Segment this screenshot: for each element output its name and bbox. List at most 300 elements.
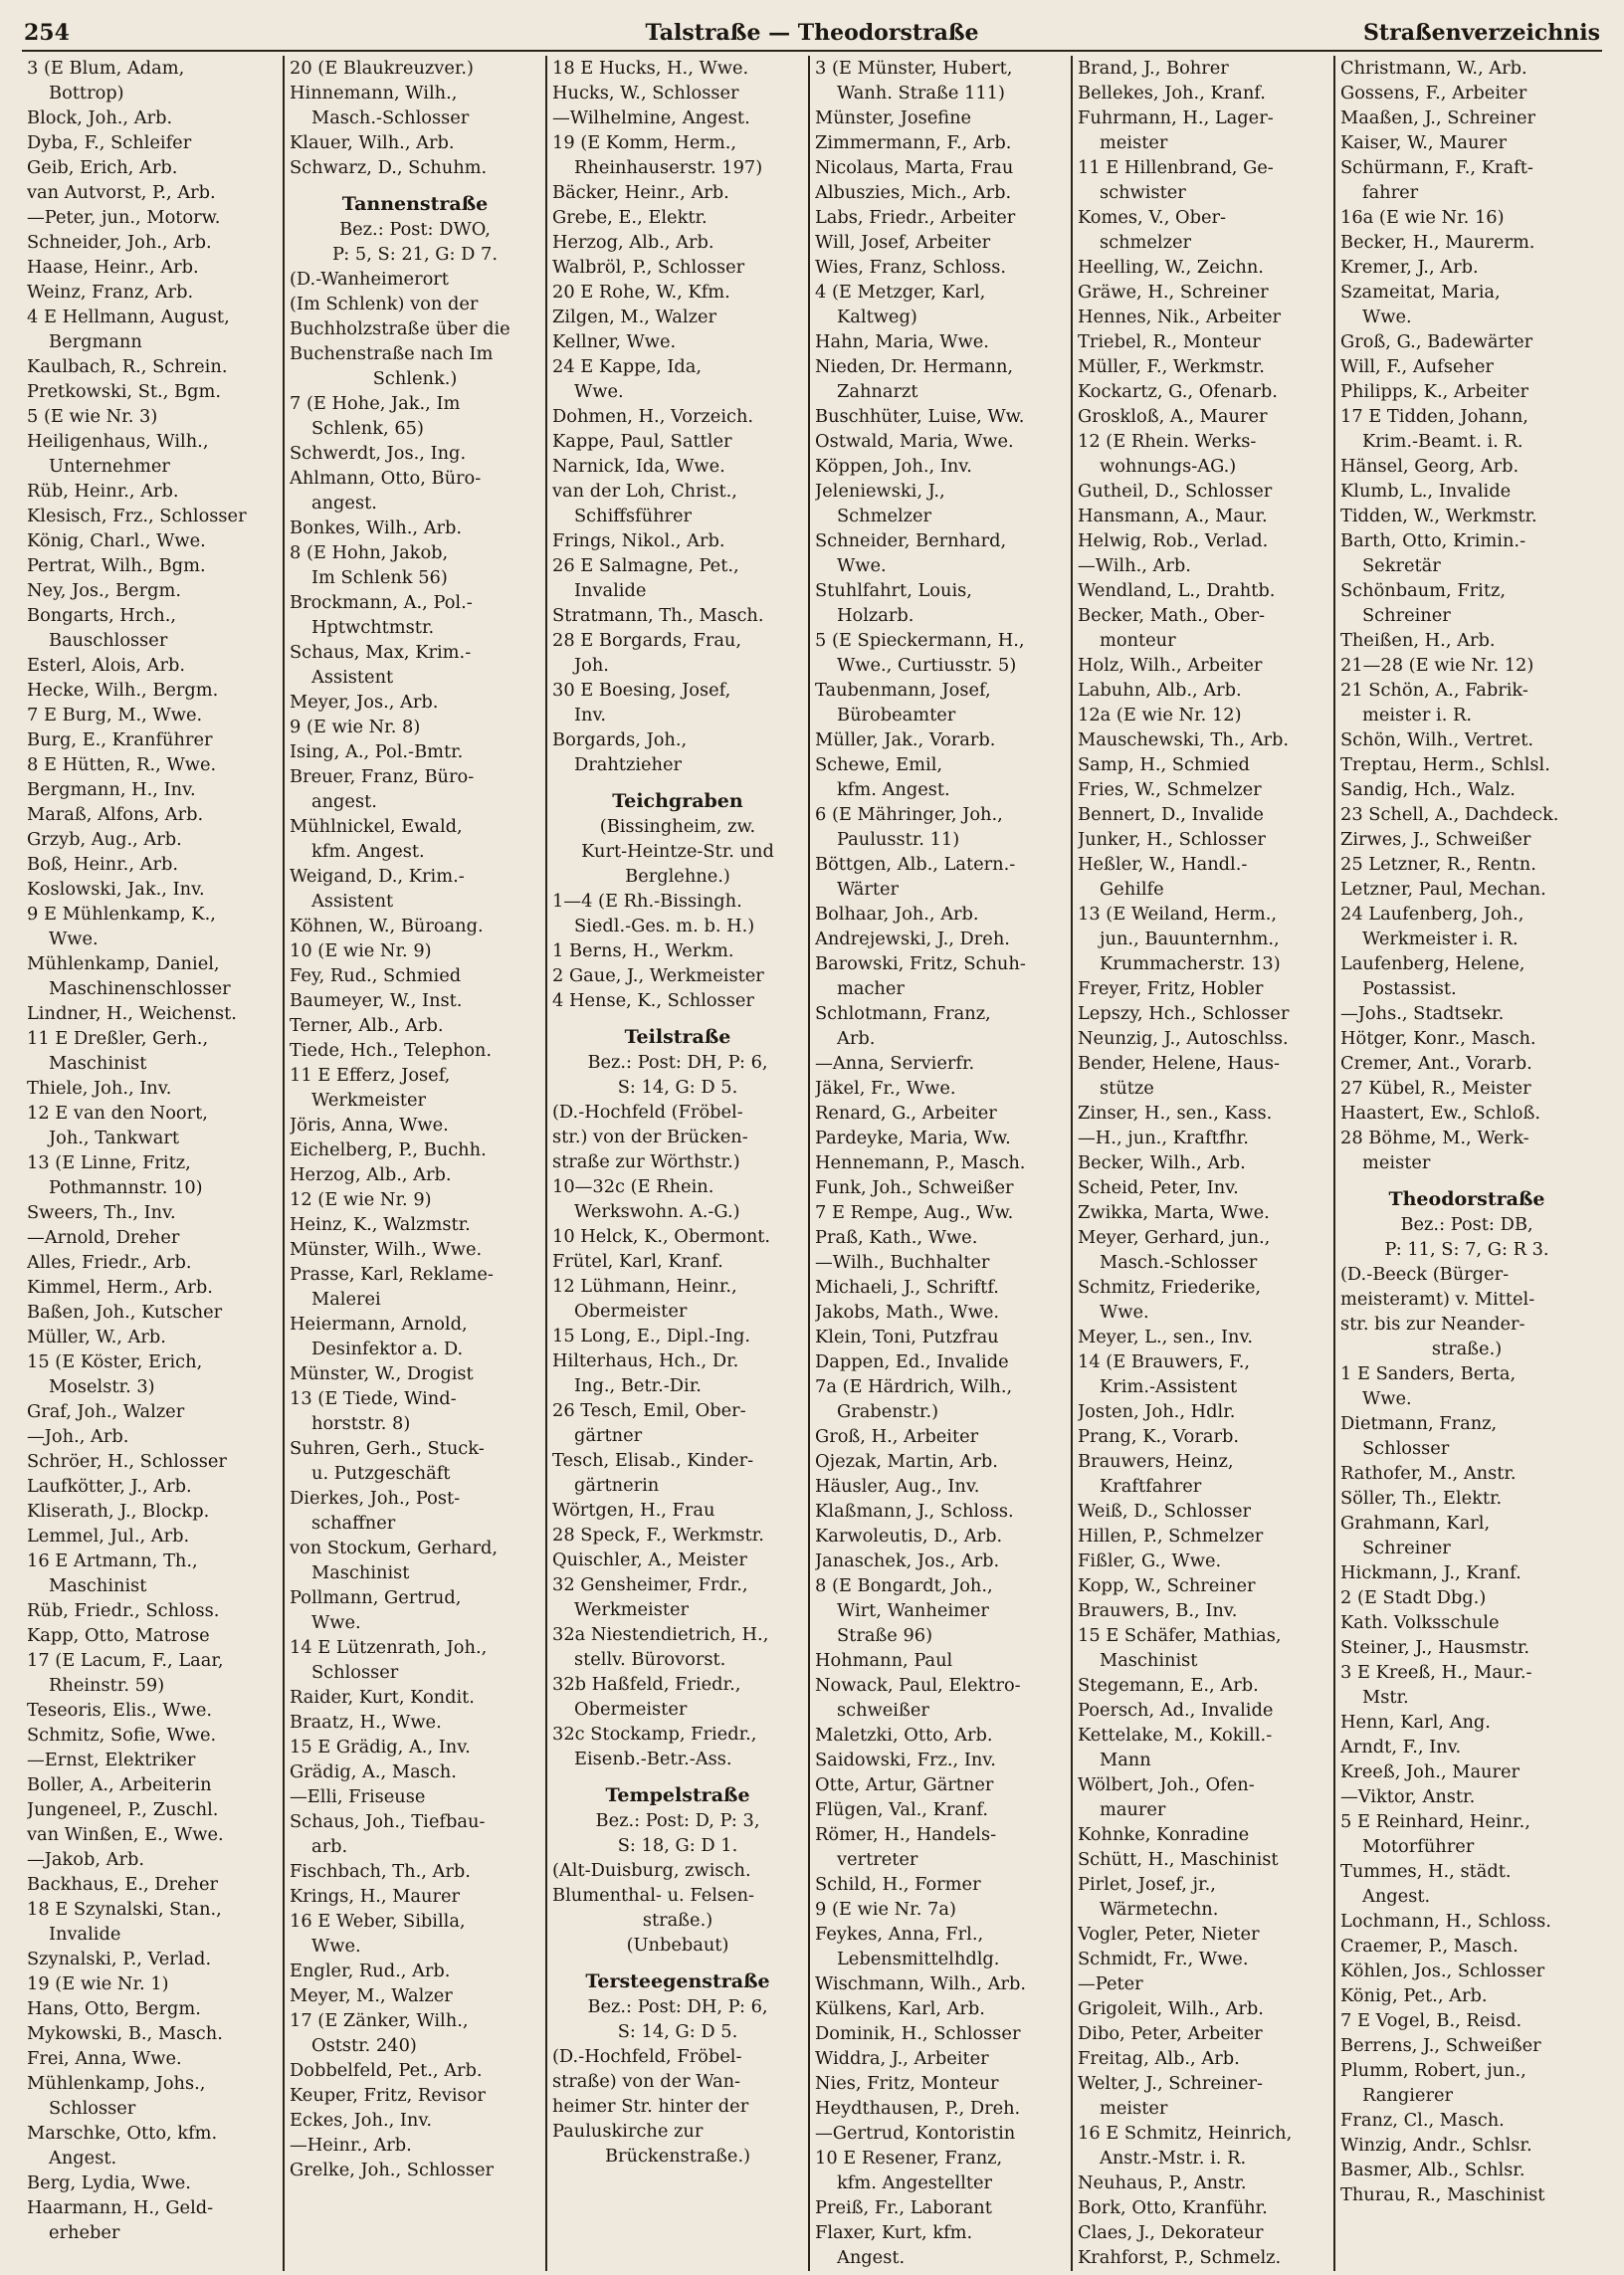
directory-line: 15 E Schäfer, Mathias, bbox=[1078, 1625, 1282, 1646]
directory-line: 1 Berns, H., Werkm. bbox=[552, 940, 734, 961]
directory-line: Renard, G., Arbeiter bbox=[815, 1103, 997, 1124]
directory-line: Herzog, Alb., Arb. bbox=[552, 232, 714, 253]
street-heading: Tersteegenstraße bbox=[585, 1970, 770, 1992]
directory-line: 12 (E wie Nr. 9) bbox=[290, 1189, 432, 1210]
page-header bbox=[22, 14, 1602, 52]
directory-line: Tesch, Elisab., Kinder- bbox=[552, 1450, 754, 1471]
directory-line: Kaltweg) bbox=[837, 307, 917, 327]
directory-line: Saidowski, Frz., Inv. bbox=[815, 1750, 996, 1770]
directory-line: Maschinist bbox=[49, 1575, 147, 1596]
directory-line: stellv. Bürovorst. bbox=[574, 1649, 726, 1670]
directory-line: Münster, Wilh., Wwe. bbox=[290, 1239, 483, 1260]
directory-line: Eichelberg, P., Buchh. bbox=[290, 1139, 487, 1160]
directory-line: S: 18, G: D 1. bbox=[617, 1835, 738, 1856]
directory-line: str. bis zur Neander- bbox=[1340, 1314, 1525, 1335]
directory-line: Kapp, Otto, Matrose bbox=[27, 1625, 210, 1646]
directory-line: 11 E Efferz, Josef, bbox=[290, 1065, 451, 1086]
directory-line: Schlosser bbox=[311, 1662, 399, 1683]
directory-line: Triebel, R., Monteur bbox=[1078, 331, 1261, 352]
directory-line: Bez.: Post: DB, bbox=[1400, 1214, 1533, 1235]
directory-line: Moselstr. 3) bbox=[49, 1376, 155, 1397]
directory-line: Ostwald, Maria, Wwe. bbox=[815, 431, 1014, 452]
directory-line: Stegemann, E., Arb. bbox=[1078, 1675, 1259, 1696]
directory-line: Hennemann, P., Masch. bbox=[815, 1152, 1026, 1173]
directory-line: Obermeister bbox=[574, 1699, 688, 1720]
directory-line: Bonkes, Wilh., Arb. bbox=[290, 517, 463, 538]
directory-line: straße zur Wörthstr.) bbox=[552, 1151, 740, 1172]
directory-line: (Im Schlenk) von der bbox=[290, 294, 479, 314]
directory-line: 21 Schön, A., Fabrik- bbox=[1340, 680, 1528, 701]
directory-line: Rüb, Heinr., Arb. bbox=[27, 481, 179, 502]
directory-line: Dyba, F., Schleifer bbox=[27, 132, 192, 153]
directory-line: Unternehmer bbox=[49, 456, 170, 477]
directory-line: 28 E Borgards, Frau, bbox=[552, 630, 742, 651]
directory-line: Baßen, Joh., Kutscher bbox=[27, 1302, 223, 1323]
directory-line: meister bbox=[1362, 1152, 1431, 1173]
column-5 bbox=[1073, 56, 1335, 2271]
directory-line: Kremer, J., Arb. bbox=[1340, 257, 1479, 278]
directory-line: Frütel, Karl, Kranf. bbox=[552, 1251, 723, 1272]
directory-line: vertreter bbox=[837, 1849, 918, 1870]
directory-line: str.) von der Brücken- bbox=[552, 1127, 748, 1147]
directory-line: Römer, H., Handels- bbox=[815, 1824, 997, 1845]
directory-line: Buchenstraße nach Im bbox=[290, 343, 494, 364]
directory-line: Heinz, K., Walzmstr. bbox=[290, 1214, 471, 1235]
directory-line: Motorführer bbox=[1362, 1836, 1475, 1857]
directory-line: Nieden, Dr. Hermann, bbox=[815, 356, 1014, 377]
directory-line: 3 (E Münster, Hubert, bbox=[815, 58, 1013, 79]
directory-line: —Heinr., Arb. bbox=[290, 2135, 412, 2156]
directory-line: König, Pet., Arb. bbox=[1340, 1985, 1488, 2006]
directory-line: Nies, Fritz, Monteur bbox=[815, 2073, 999, 2094]
directory-line: Heiligenhaus, Wilh., bbox=[27, 431, 209, 452]
directory-line: Baumeyer, W., Inst. bbox=[290, 990, 463, 1011]
directory-line: schaffner bbox=[311, 1513, 396, 1534]
directory-line: schwister bbox=[1100, 182, 1186, 203]
directory-line: Neuhaus, P., Anstr. bbox=[1078, 2172, 1247, 2193]
directory-line: Becker, Wilh., Arb. bbox=[1078, 1152, 1246, 1173]
directory-line: Werkmeister bbox=[311, 1090, 426, 1111]
directory-line: erheber bbox=[49, 2222, 120, 2243]
directory-line: 25 Letzner, R., Rentn. bbox=[1340, 854, 1536, 875]
directory-line: —Joh., Arb. bbox=[27, 1426, 129, 1447]
directory-line: Barowski, Fritz, Schuh- bbox=[815, 953, 1026, 974]
directory-line: Helwig, Rob., Verlad. bbox=[1078, 530, 1269, 551]
directory-line: 13 (E Linne, Fritz, bbox=[27, 1152, 191, 1173]
directory-line: Henn, Karl, Ang. bbox=[1340, 1712, 1491, 1733]
directory-line: Michaeli, J., Schriftf. bbox=[815, 1277, 999, 1298]
directory-line: Berg, Lydia, Wwe. bbox=[27, 2172, 191, 2193]
directory-line: 7 E Vogel, B., Reisd. bbox=[1340, 2010, 1522, 2031]
directory-line: Stratmann, Th., Masch. bbox=[552, 605, 764, 626]
directory-line: Ojezak, Martin, Arb. bbox=[815, 1451, 998, 1472]
directory-line: 27 Kübel, R., Meister bbox=[1340, 1078, 1531, 1099]
column-1 bbox=[22, 56, 285, 2271]
directory-line: —H., jun., Kraftfhr. bbox=[1078, 1128, 1249, 1148]
directory-line: Becker, H., Maurerm. bbox=[1340, 232, 1535, 253]
directory-line: Dobbelfeld, Pet., Arb. bbox=[290, 2060, 483, 2081]
directory-line: Groß, G., Badewärter bbox=[1340, 331, 1533, 352]
directory-line: —Peter, jun., Motorw. bbox=[27, 207, 221, 228]
directory-line: —Wilhelmine, Angest. bbox=[552, 107, 750, 128]
directory-line: Jakobs, Math., Wwe. bbox=[815, 1302, 1000, 1323]
directory-line: 4 (E Metzger, Karl, bbox=[815, 282, 986, 303]
directory-line: Schreiner bbox=[1362, 1538, 1451, 1558]
directory-line: P: 5, S: 21, G: D 7. bbox=[331, 244, 499, 265]
directory-line: 19 (E Komm, Herm., bbox=[552, 132, 737, 153]
directory-line: —Elli, Friseuse bbox=[290, 1786, 426, 1807]
street-heading: Tannenstraße bbox=[341, 193, 489, 215]
directory-line: Kath. Volksschule bbox=[1340, 1612, 1500, 1633]
directory-line: P: 11, S: 7, G: R 3. bbox=[1384, 1239, 1549, 1260]
directory-line: Wwe. bbox=[1362, 1388, 1412, 1409]
directory-line: Assistent bbox=[311, 667, 394, 688]
directory-line: Nowack, Paul, Elektro- bbox=[815, 1675, 1021, 1696]
directory-line: Graf, Joh., Walzer bbox=[27, 1401, 185, 1422]
directory-line: Ising, A., Pol.-Bmtr. bbox=[290, 741, 464, 762]
directory-line: Komes, V., Ober- bbox=[1078, 207, 1227, 228]
directory-line: Ahlmann, Otto, Büro- bbox=[290, 468, 482, 489]
directory-line: Weigand, D., Krim.- bbox=[290, 866, 465, 887]
directory-line: (Bissingheim, zw. bbox=[599, 816, 756, 837]
directory-line: Kopp, W., Schreiner bbox=[1078, 1575, 1256, 1596]
directory-line: straße) von der Wan- bbox=[552, 2071, 741, 2092]
directory-line: Hucks, W., Schlosser bbox=[552, 83, 739, 103]
directory-line: Schönbaum, Fritz, bbox=[1340, 580, 1507, 601]
directory-line: Angest. bbox=[49, 2148, 117, 2169]
directory-line: Holz, Wilh., Arbeiter bbox=[1078, 655, 1263, 676]
directory-line: Schreiner bbox=[1362, 605, 1451, 626]
directory-line: 10 E Resener, Franz, bbox=[815, 2148, 1003, 2169]
street-heading: Theodorstraße bbox=[1388, 1188, 1545, 1210]
directory-line: Münster, Josefine bbox=[815, 107, 972, 128]
directory-line: Zahnarzt bbox=[837, 381, 918, 402]
directory-line: Schild, H., Former bbox=[815, 1874, 981, 1895]
directory-line: Lindner, H., Weichenst. bbox=[27, 1003, 237, 1024]
directory-line: 5 E Reinhard, Heinr., bbox=[1340, 1811, 1530, 1832]
directory-line: Schaus, Max, Krim.- bbox=[290, 642, 472, 663]
directory-line: 28 Böhme, M., Werk- bbox=[1340, 1128, 1529, 1148]
directory-line: Schlenk, 65) bbox=[311, 418, 424, 439]
directory-line: Angest. bbox=[1362, 1886, 1431, 1907]
directory-line: Wirt, Wanheimer bbox=[837, 1600, 989, 1621]
directory-line: Weinz, Franz, Arb. bbox=[27, 282, 194, 303]
directory-line: Zimmermann, F., Arb. bbox=[815, 132, 1012, 153]
directory-line: Bez.: Post: DH, P: 6, bbox=[587, 1052, 768, 1073]
directory-line: Thurau, R., Maschinist bbox=[1340, 2184, 1545, 2205]
directory-line: Hötger, Konr., Masch. bbox=[1340, 1028, 1536, 1049]
directory-line: Letzner, Paul, Mechan. bbox=[1340, 879, 1546, 900]
directory-line: 17 (E Zänker, Wilh., bbox=[290, 2010, 469, 2031]
directory-line: Bez.: Post: DH, P: 6, bbox=[587, 1996, 768, 2017]
directory-line: Maaßen, J., Schreiner bbox=[1340, 107, 1536, 128]
directory-line: Joh. bbox=[574, 655, 609, 676]
directory-line: angest. bbox=[311, 791, 377, 812]
directory-line: Zwikka, Marta, Wwe. bbox=[1078, 1202, 1270, 1223]
directory-line: (Unbebaut) bbox=[626, 1935, 729, 1956]
directory-line: Wwe., Curtiusstr. 5) bbox=[837, 655, 1017, 676]
directory-line: Treptau, Herm., Schlsl. bbox=[1340, 754, 1550, 775]
directory-line: 14 (E Brauwers, F., bbox=[1078, 1351, 1251, 1372]
directory-line: Tidden, W., Werkmstr. bbox=[1340, 506, 1537, 526]
directory-line: Haase, Heinr., Arb. bbox=[27, 257, 199, 278]
directory-line: Mauschewski, Th., Arb. bbox=[1078, 729, 1290, 750]
directory-line: 20 E Rohe, W., Kfm. bbox=[552, 282, 730, 303]
directory-line: Wärmetechn. bbox=[1100, 1899, 1219, 1920]
directory-line: Lebensmittelhdlg. bbox=[837, 1949, 1000, 1969]
directory-line: 7 E Burg, M., Wwe. bbox=[27, 705, 203, 725]
directory-line: Heelling, W., Zeichn. bbox=[1078, 257, 1264, 278]
directory-line: Prasse, Karl, Reklame- bbox=[290, 1264, 494, 1285]
directory-line: Münster, W., Drogist bbox=[290, 1363, 474, 1384]
directory-line: wohnungs-AG.) bbox=[1100, 456, 1237, 477]
directory-line: Hansmann, A., Maur. bbox=[1078, 506, 1268, 526]
directory-line: Freitag, Alb., Arb. bbox=[1078, 2048, 1240, 2069]
directory-line: 32c Stockamp, Friedr., bbox=[552, 1724, 757, 1745]
directory-line: Schwarz, D., Schuhm. bbox=[290, 157, 488, 178]
directory-line: Häusler, Aug., Inv. bbox=[815, 1476, 980, 1497]
directory-line: Maschinist bbox=[311, 1562, 410, 1583]
directory-line: 12 (E Rhein. Werks- bbox=[1078, 431, 1257, 452]
directory-line: 30 E Boesing, Josef, bbox=[552, 680, 731, 701]
directory-line: Zilgen, M., Walzer bbox=[552, 307, 716, 327]
directory-line: Werkmeister bbox=[574, 1599, 689, 1620]
directory-line: Rheinhauserstr. 197) bbox=[574, 157, 763, 178]
directory-line: 18 E Szynalski, Stan., bbox=[27, 1899, 222, 1920]
directory-line: Tiede, Hch., Telephon. bbox=[290, 1040, 493, 1061]
directory-line: Ney, Jos., Bergm. bbox=[27, 580, 181, 601]
directory-line: Stuhlfahrt, Louis, bbox=[815, 580, 972, 601]
directory-line: Maschinist bbox=[1100, 1650, 1198, 1671]
directory-line: Mann bbox=[1100, 1750, 1151, 1770]
directory-line: (D.-Hochfeld, Fröbel- bbox=[552, 2046, 742, 2067]
directory-line: Sandig, Hch., Walz. bbox=[1340, 779, 1516, 800]
directory-line: 5 (E wie Nr. 3) bbox=[27, 406, 158, 427]
directory-line: Grebe, E., Elektr. bbox=[552, 207, 708, 228]
directory-line: Berrens, J., Schweißer bbox=[1340, 2035, 1541, 2056]
directory-line: Kappe, Paul, Sattler bbox=[552, 431, 732, 452]
directory-line: Kurt-Heintze-Str. und bbox=[581, 841, 774, 862]
directory-line: 32 Gensheimer, Frdr., bbox=[552, 1574, 748, 1595]
directory-line: Köppen, Joh., Inv. bbox=[815, 456, 972, 477]
directory-line: Brockmann, A., Pol.- bbox=[290, 592, 473, 613]
directory-line: Bäcker, Heinr., Arb. bbox=[552, 182, 729, 203]
directory-line: Schiffsführer bbox=[574, 506, 693, 526]
directory-line: Desinfektor a. D. bbox=[311, 1339, 464, 1359]
directory-line: Freyer, Fritz, Hobler bbox=[1078, 978, 1264, 999]
directory-line: Hillen, P., Schmelzer bbox=[1078, 1526, 1264, 1547]
directory-line: Haastert, Ew., Schloß. bbox=[1340, 1103, 1541, 1124]
directory-line: Teseoris, Elis., Wwe. bbox=[27, 1700, 213, 1721]
directory-line: Barth, Otto, Krimin.- bbox=[1340, 530, 1526, 551]
directory-line: meisteramt) v. Mittel- bbox=[1340, 1289, 1535, 1310]
directory-line: S: 14, G: D 5. bbox=[617, 1077, 738, 1098]
directory-line: 14 E Lützenrath, Joh., bbox=[290, 1637, 488, 1658]
directory-line: Jäkel, Fr., Wwe. bbox=[815, 1078, 956, 1099]
directory-line: —Anna, Servierfr. bbox=[815, 1053, 975, 1074]
directory-line: 16 E Weber, Sibilla, bbox=[290, 1911, 466, 1932]
directory-line: Bender, Helene, Haus- bbox=[1078, 1053, 1281, 1074]
directory-line: Schürmann, F., Kraft- bbox=[1340, 157, 1533, 178]
directory-line: Andrejewski, J., Dreh. bbox=[815, 929, 1010, 949]
directory-line: Schröer, H., Schlosser bbox=[27, 1451, 227, 1472]
directory-line: maurer bbox=[1100, 1799, 1166, 1820]
directory-line: Craemer, P., Masch. bbox=[1340, 1936, 1519, 1957]
columns-container bbox=[22, 52, 1602, 2271]
directory-line: arb. bbox=[311, 1836, 348, 1857]
directory-line: Walbröl, P., Schlosser bbox=[552, 257, 745, 278]
directory-line: Müller, W., Arb. bbox=[27, 1327, 166, 1347]
directory-line: Bongarts, Hrch., bbox=[27, 605, 177, 626]
directory-line: Holzarb. bbox=[837, 605, 914, 626]
directory-line: 8 (E Bongardt, Joh., bbox=[815, 1575, 993, 1596]
street-heading: Teilstraße bbox=[624, 1026, 731, 1048]
directory-line: Söller, Th., Elektr. bbox=[1340, 1488, 1503, 1509]
directory-line: 8 E Hütten, R., Wwe. bbox=[27, 754, 217, 775]
directory-line: Gehilfe bbox=[1100, 879, 1164, 900]
column-3 bbox=[547, 56, 810, 2271]
directory-line: Siedl.-Ges. m. b. H.) bbox=[574, 916, 755, 936]
directory-line: Dohmen, H., Vorzeich. bbox=[552, 406, 754, 427]
directory-line: S: 14, G: D 5. bbox=[617, 2021, 738, 2042]
directory-line: Grädig, A., Masch. bbox=[290, 1761, 457, 1782]
directory-line: 17 E Tidden, Johann, bbox=[1340, 406, 1528, 427]
directory-line: 7 E Rempe, Aug., Ww. bbox=[815, 1202, 1014, 1223]
directory-line: Pretkowski, St., Bgm. bbox=[27, 381, 221, 402]
directory-line: Widdra, J., Arbeiter bbox=[815, 2048, 989, 2069]
directory-line: Hickmann, J., Kranf. bbox=[1340, 1562, 1522, 1583]
directory-line: Winzig, Andr., Schlsr. bbox=[1340, 2135, 1532, 2156]
directory-line: Arndt, F., Inv. bbox=[1340, 1737, 1462, 1758]
directory-line: Köhlen, Jos., Schlosser bbox=[1340, 1961, 1545, 1981]
directory-line: Brand, J., Bohrer bbox=[1078, 58, 1229, 79]
directory-line: 15 E Grädig, A., Inv. bbox=[290, 1737, 471, 1758]
directory-line: 19 (E wie Nr. 1) bbox=[27, 1973, 169, 1994]
directory-line: Kellner, Wwe. bbox=[552, 331, 677, 352]
directory-line: Plumm, Robert, jun., bbox=[1340, 2060, 1526, 2081]
directory-line: 12 Lühmann, Heinr., bbox=[552, 1276, 737, 1297]
directory-line: Pardeyke, Maria, Ww. bbox=[815, 1128, 1011, 1148]
directory-line: Blumenthal- u. Felsen- bbox=[552, 1885, 755, 1906]
directory-line: Bennert, D., Invalide bbox=[1078, 804, 1264, 825]
directory-line: Külkens, Karl, Arb. bbox=[815, 1998, 985, 2019]
directory-line: meister bbox=[1100, 2098, 1168, 2119]
directory-line: Hinnemann, Wilh., bbox=[290, 83, 458, 103]
directory-line: 15 (E Köster, Erich, bbox=[27, 1351, 203, 1372]
directory-line: Wendland, L., Drahtb. bbox=[1078, 580, 1276, 601]
directory-line: Obermeister bbox=[574, 1301, 688, 1322]
directory-line: Haarmann, H., Geld- bbox=[27, 2197, 214, 2218]
directory-line: Malerei bbox=[311, 1289, 381, 1310]
directory-line: Bork, Otto, Kranführ. bbox=[1078, 2197, 1268, 2218]
directory-line: jun., Bauunternhm., bbox=[1100, 929, 1280, 949]
directory-line: Kettelake, M., Kokill.- bbox=[1078, 1725, 1273, 1746]
directory-line: meister i. R. bbox=[1362, 705, 1473, 725]
directory-line: Engler, Rud., Arb. bbox=[290, 1961, 451, 1981]
directory-line: 4 E Hellmann, August, bbox=[27, 307, 230, 327]
directory-line: Cremer, Ant., Vorarb. bbox=[1340, 1053, 1532, 1074]
directory-line: 12a (E wie Nr. 12) bbox=[1078, 705, 1242, 725]
directory-line: Rheinstr. 59) bbox=[49, 1675, 165, 1696]
directory-line: Kimmel, Herm., Arb. bbox=[27, 1277, 213, 1298]
directory-line: Masch.-Schlosser bbox=[1100, 1252, 1258, 1273]
directory-line: straße.) bbox=[1431, 1339, 1503, 1359]
directory-line: Heydthausen, P., Dreh. bbox=[815, 2098, 1021, 2119]
directory-line: Schön, Wilh., Vertret. bbox=[1340, 729, 1533, 750]
directory-line: Grahmann, Karl, bbox=[1340, 1513, 1491, 1534]
directory-line: Funk, Joh., Schweißer bbox=[815, 1177, 1014, 1198]
directory-line: (D.-Hochfeld (Fröbel- bbox=[552, 1102, 743, 1123]
directory-line: Suhren, Gerh., Stuck- bbox=[290, 1438, 485, 1459]
directory-line: Hohmann, Paul bbox=[815, 1650, 953, 1671]
directory-line: Junker, H., Schlosser bbox=[1078, 829, 1266, 850]
directory-line: 9 E Mühlenkamp, K., bbox=[27, 904, 216, 925]
directory-line: Grelke, Joh., Schlosser bbox=[290, 2160, 495, 2180]
directory-line: kfm. Angest. bbox=[837, 779, 950, 800]
directory-line: Thiele, Joh., Inv. bbox=[27, 1078, 172, 1099]
directory-line: Flügen, Val., Kranf. bbox=[815, 1799, 989, 1820]
directory-line: Bolhaar, Joh., Arb. bbox=[815, 904, 979, 925]
directory-line: (D.-Wanheimerort bbox=[290, 269, 449, 290]
directory-line: Kaulbach, R., Schrein. bbox=[27, 356, 228, 377]
directory-line: 13 (E Weiland, Herm., bbox=[1078, 904, 1278, 925]
directory-line: Schlosser bbox=[49, 2098, 136, 2119]
directory-line: Feykes, Anna, Frl., bbox=[815, 1924, 984, 1945]
directory-line: Maschinist bbox=[49, 1053, 147, 1074]
directory-line: 5 (E Spieckermann, H., bbox=[815, 630, 1025, 651]
directory-line: 26 E Salmagne, Pet., bbox=[552, 555, 739, 576]
directory-line: Neunzig, J., Autoschlss. bbox=[1078, 1028, 1289, 1049]
directory-line: macher bbox=[837, 978, 905, 999]
directory-line: Hänsel, Georg, Arb. bbox=[1340, 456, 1520, 477]
directory-line: Tummes, H., städt. bbox=[1340, 1861, 1512, 1882]
directory-line: schweißer bbox=[837, 1700, 929, 1721]
directory-line: Sweers, Th., Inv. bbox=[27, 1202, 176, 1223]
directory-line: Terner, Alb., Arb. bbox=[290, 1015, 444, 1036]
directory-line: 3 E Kreeß, H., Maur.- bbox=[1340, 1662, 1532, 1683]
directory-line: 8 (E Hohn, Jakob, bbox=[290, 542, 449, 563]
directory-line: Brauwers, Heinz, bbox=[1078, 1451, 1234, 1472]
directory-line: heimer Str. hinter der bbox=[552, 2096, 749, 2117]
directory-line: Taubenmann, Josef, bbox=[815, 680, 991, 701]
directory-line: Basmer, Alb., Schlsr. bbox=[1340, 2160, 1525, 2180]
directory-line: Bergmann, H., Inv. bbox=[27, 779, 196, 800]
directory-line: Dibo, Peter, Arbeiter bbox=[1078, 2023, 1263, 2044]
directory-line: Krummacherstr. 13) bbox=[1100, 953, 1281, 974]
directory-line: Bauschlosser bbox=[49, 630, 168, 651]
directory-line: Franz, Cl., Masch. bbox=[1340, 2110, 1505, 2131]
directory-line: Boller, A., Arbeiterin bbox=[27, 1774, 212, 1795]
directory-line: Will, Josef, Arbeiter bbox=[815, 232, 991, 253]
directory-line: Hahn, Maria, Wwe. bbox=[815, 331, 989, 352]
directory-line: Wanh. Straße 111) bbox=[837, 83, 1005, 103]
directory-line: Krahforst, P., Schmelz. bbox=[1078, 2247, 1282, 2268]
directory-line: Köhnen, W., Büroang. bbox=[290, 916, 484, 936]
directory-line: Straße 96) bbox=[837, 1625, 933, 1646]
directory-line: Meyer, M., Walzer bbox=[290, 1985, 453, 2006]
directory-line: Hecke, Wilh., Bergm. bbox=[27, 680, 219, 701]
directory-line: Keuper, Fritz, Revisor bbox=[290, 2085, 486, 2106]
directory-line: Dierkes, Joh., Post- bbox=[290, 1488, 461, 1509]
directory-line: Boß, Heinr., Arb. bbox=[27, 854, 178, 875]
directory-line: 32b Haßfeld, Friedr., bbox=[552, 1674, 741, 1695]
directory-line: 17 (E Lacum, F., Laar, bbox=[27, 1650, 224, 1671]
directory-line: —Johs., Stadtsekr. bbox=[1340, 1003, 1505, 1024]
directory-line: 1 E Sanders, Berta, bbox=[1340, 1363, 1517, 1384]
directory-line: van Winßen, E., Wwe. bbox=[27, 1824, 224, 1845]
directory-line: Buchholzstraße über die bbox=[290, 318, 510, 339]
directory-line: Krings, H., Maurer bbox=[290, 1886, 460, 1907]
